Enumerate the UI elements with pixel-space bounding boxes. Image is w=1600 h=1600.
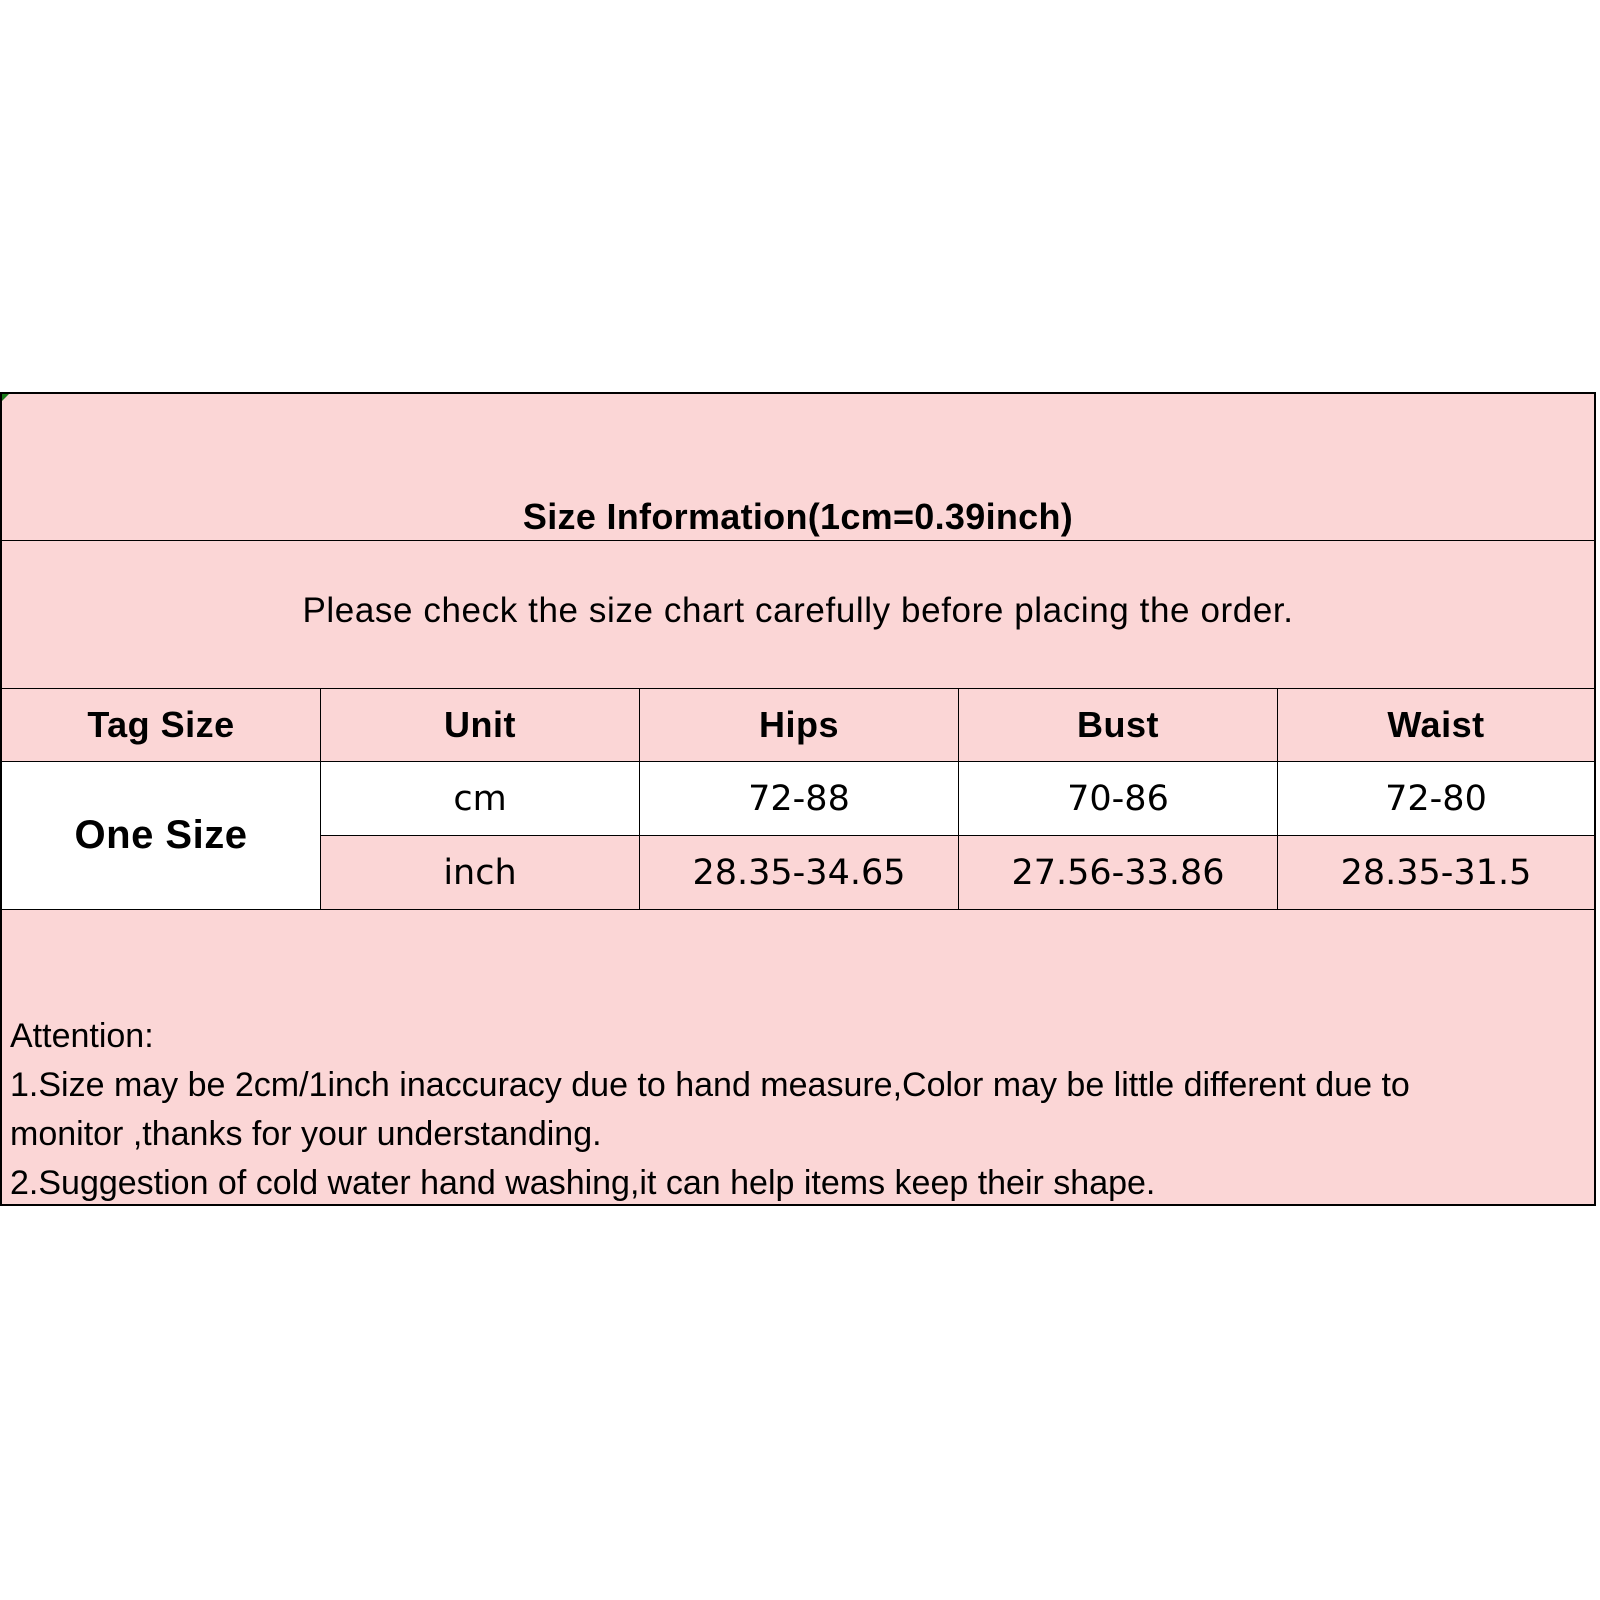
size-chart-title: Size Information(1cm=0.39inch) (522, 496, 1074, 537)
attention-notes (10, 1012, 1574, 1208)
size-table (2, 689, 1594, 910)
row-cm-bust: 70-86 (959, 762, 1278, 836)
row-inch-waist: 28.35-31.5 (1278, 836, 1594, 910)
header-tag-size: Tag Size (2, 689, 321, 762)
tag-size-cell: One Size (2, 762, 321, 910)
attention-heading: Attention: (10, 1017, 154, 1055)
size-chart-sheet (0, 392, 1596, 1206)
row-inch-bust: 27.56-33.86 (959, 836, 1278, 910)
header-bust: Bust (959, 689, 1278, 762)
title-row (2, 394, 1594, 541)
row-inch-unit: inch (321, 836, 640, 910)
note-row (2, 541, 1594, 689)
row-cm-unit: cm (321, 762, 640, 836)
header-waist: Waist (1278, 689, 1594, 762)
attention-line-1: 1.Size may be 2cm/1inch inaccuracy due to hand measure,Color may be little different due to (10, 1066, 1410, 1104)
row-inch-hips: 28.35-34.65 (640, 836, 959, 910)
attention-line-2: monitor ,thanks for your understanding. (10, 1115, 602, 1153)
header-unit: Unit (321, 689, 640, 762)
row-cm-hips: 72-88 (640, 762, 959, 836)
attention-line-3: 2.Suggestion of cold water hand washing,it can help items keep their shape. (10, 1164, 1156, 1202)
size-chart-note: Please check the size chart carefully before placing the order. (302, 591, 1294, 630)
header-hips: Hips (640, 689, 959, 762)
row-cm-waist: 72-80 (1278, 762, 1594, 836)
